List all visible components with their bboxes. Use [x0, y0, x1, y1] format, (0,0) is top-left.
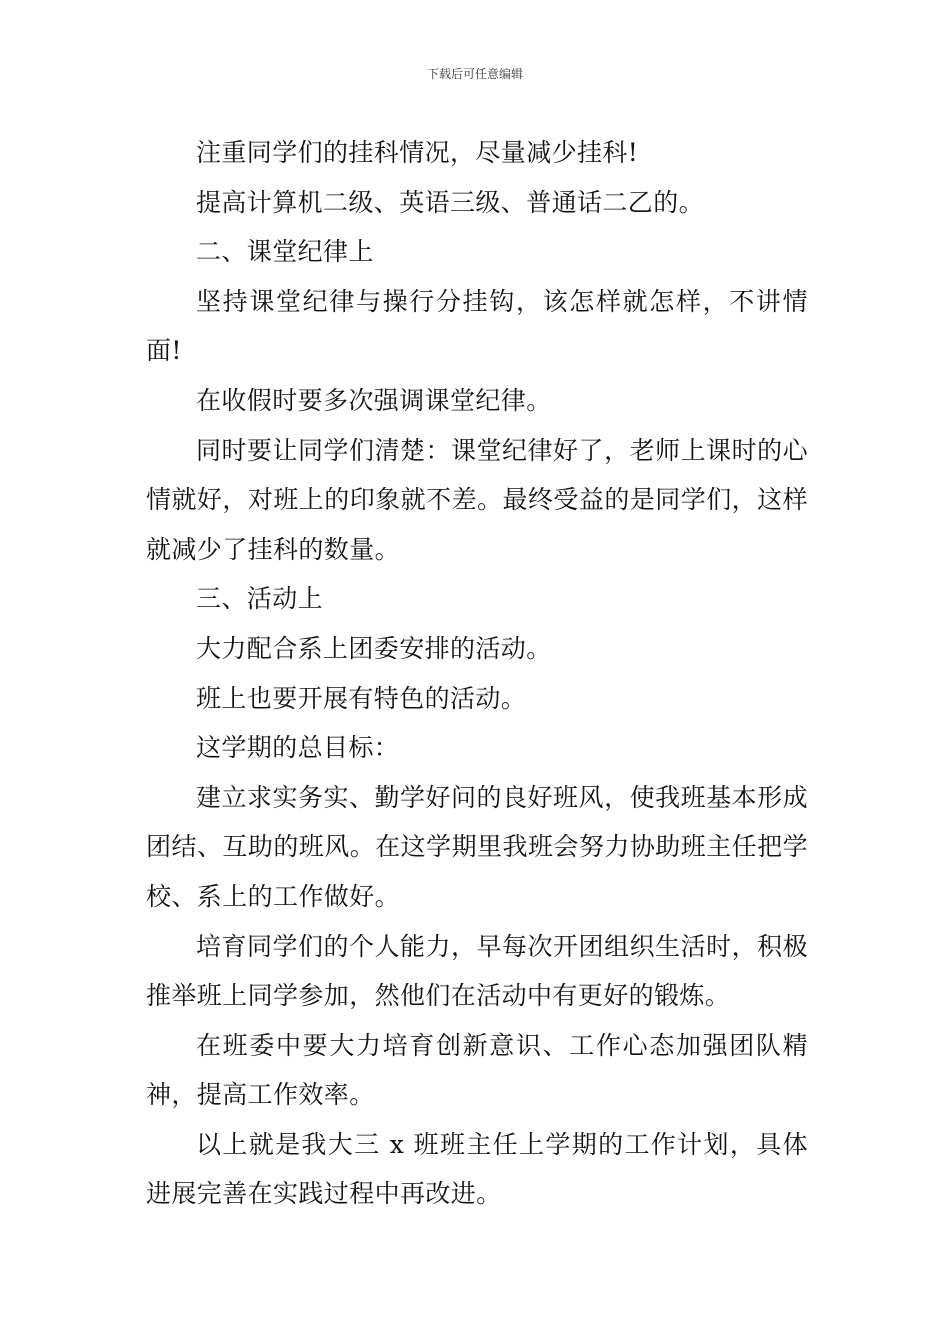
- paragraph: 这学期的总目标：: [196, 733, 400, 763]
- section-heading: 二、课堂纪律上: [196, 237, 374, 267]
- paragraph: 建立求实务实、勤学好问的良好班风，使我班基本形成团结、互助的班风。在这学期里我班会努力协助班主任把学校、系上的工作做好。: [146, 782, 808, 911]
- paragraph: 坚持课堂纪律与操行分挂钩，该怎样就怎样，不讲情面!: [146, 286, 808, 366]
- page-header: 下载后可任意编辑: [426, 67, 523, 81]
- section-heading: 三、活动上: [196, 584, 324, 614]
- paragraph: 在收假时要多次强调课堂纪律。: [196, 385, 552, 415]
- paragraph: 同时要让同学们清楚：课堂纪律好了，老师上课时的心情就好，对班上的印象就不差。最终受益的是同学们，这样就减少了挂科的数量。: [146, 435, 808, 564]
- paragraph: 班上也要开展有特色的活动。: [196, 683, 527, 713]
- paragraph: 提高计算机二级、英语三级、普通话二乙的。: [196, 187, 705, 217]
- paragraph: 大力配合系上团委安排的活动。: [196, 633, 552, 663]
- paragraph: 以上就是我大三 x 班班主任上学期的工作计划，具体进展完善在实践过程中再改进。: [146, 1129, 808, 1209]
- paragraph: 培育同学们的个人能力，早每次开团组织生活时，积极推举班上同学参加，然他们在活动中有更好的锻炼。: [146, 931, 808, 1011]
- paragraph: 注重同学们的挂科情况，尽量减少挂科!: [196, 138, 639, 167]
- paragraph: 在班委中要大力培育创新意识、工作心态加强团队精神，提高工作效率。: [146, 1030, 808, 1110]
- document-body: [146, 128, 808, 1219]
